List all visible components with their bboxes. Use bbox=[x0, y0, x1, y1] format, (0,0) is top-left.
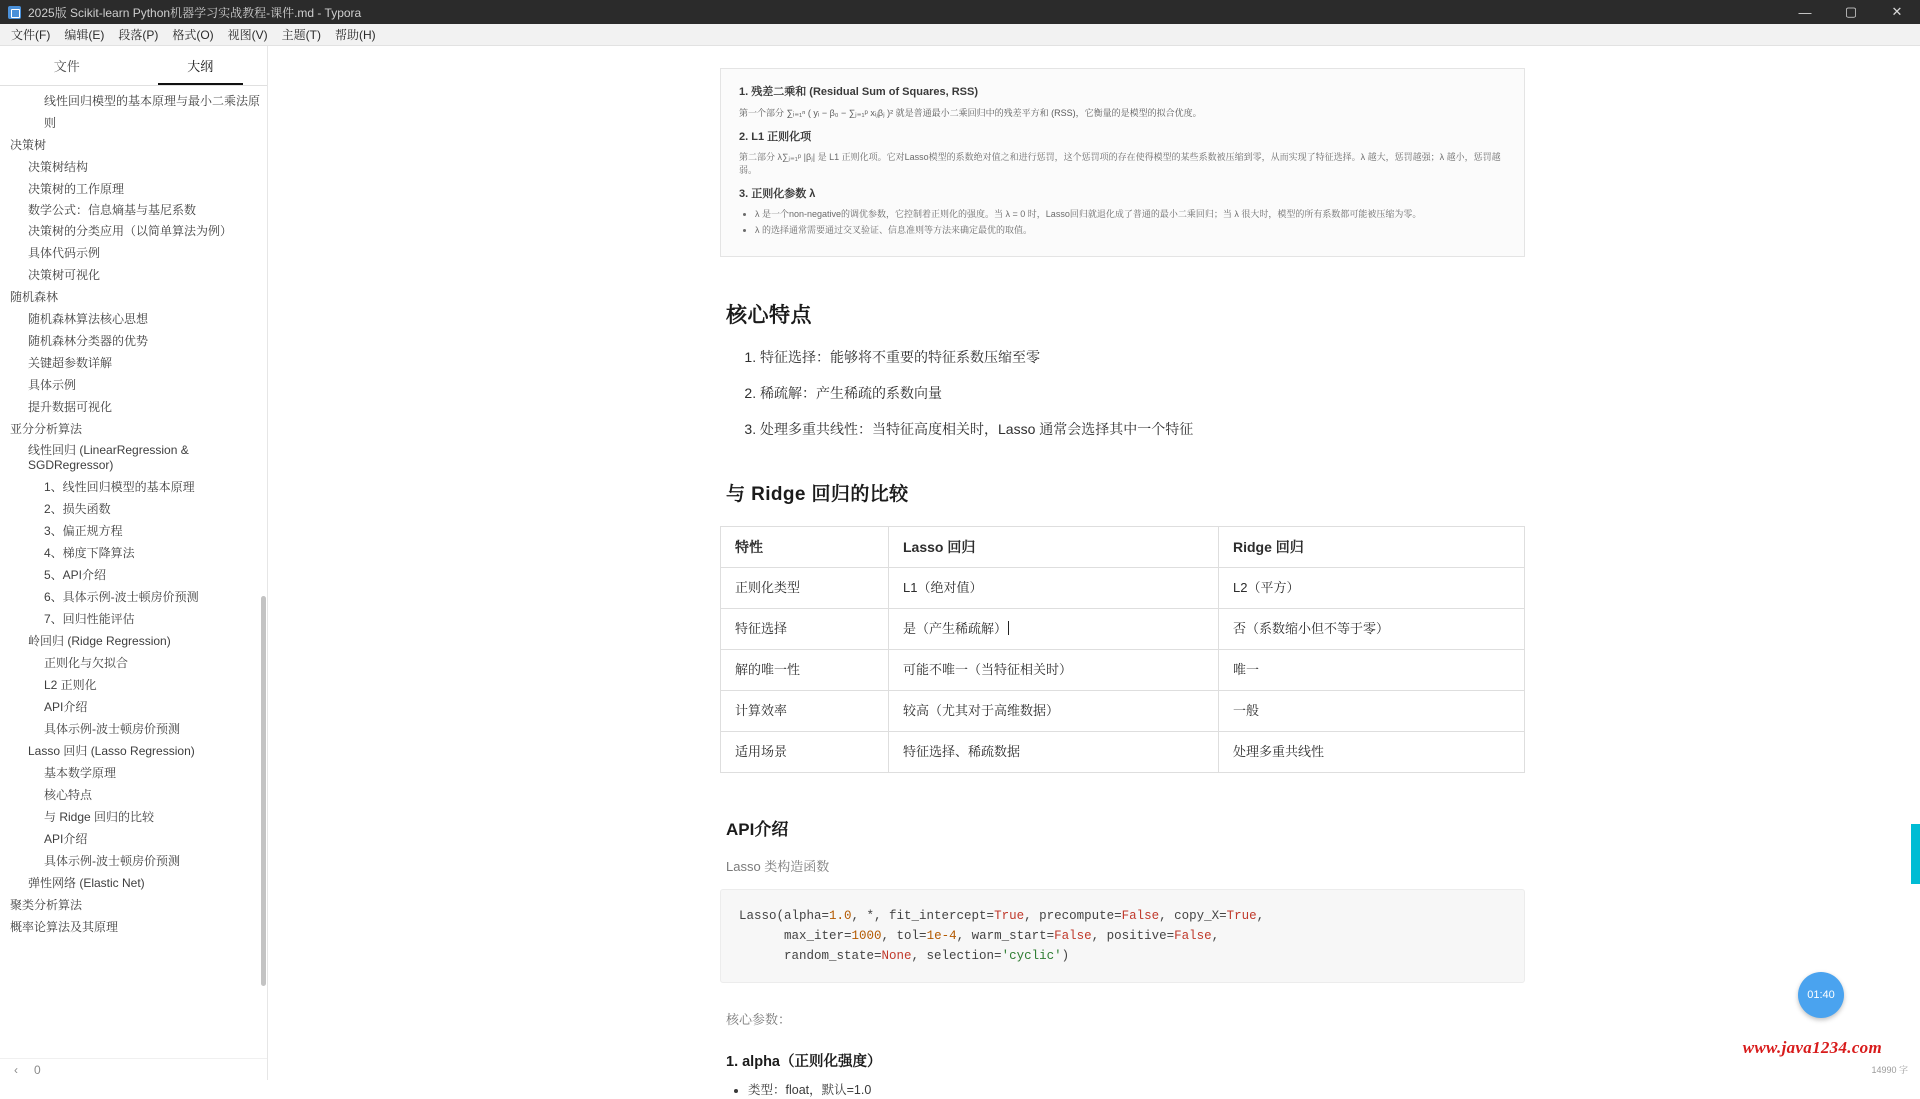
code-text: , tol= bbox=[881, 929, 927, 943]
table-cell[interactable]: 正则化类型 bbox=[721, 568, 889, 609]
outline-item[interactable]: 聚类分析算法 bbox=[10, 898, 83, 912]
menu-format[interactable]: 格式(O) bbox=[172, 27, 214, 42]
api-heading: API介绍 bbox=[726, 820, 789, 839]
collapse-sidebar-icon[interactable]: ‹ bbox=[14, 1062, 18, 1077]
text-cursor bbox=[1008, 621, 1009, 635]
outline-item[interactable]: 弹性网络 (Elastic Net) bbox=[28, 876, 145, 890]
code-text: , bbox=[1211, 929, 1220, 943]
table-cell[interactable]: 可能不唯一（当特征相关时） bbox=[889, 650, 1219, 691]
outline-item[interactable]: 随机森林分类器的优势 bbox=[28, 334, 149, 348]
code-text: , precompute= bbox=[1024, 909, 1122, 923]
outline-item[interactable]: 亚分分析算法 bbox=[10, 422, 83, 436]
outline-item[interactable]: 具体代码示例 bbox=[28, 246, 101, 260]
outline-item[interactable]: 随机森林算法核心思想 bbox=[28, 312, 149, 326]
code-text: , positive= bbox=[1091, 929, 1175, 943]
rss-heading: 1. 残差二乘和 (Residual Sum of Squares, RSS) bbox=[739, 86, 978, 98]
document-scrollbar-thumb[interactable] bbox=[1911, 824, 1920, 884]
table-cell[interactable]: 特征选择 bbox=[721, 609, 889, 650]
math-explanation-block bbox=[720, 68, 1525, 257]
table-cell[interactable]: L2（平方） bbox=[1219, 568, 1525, 609]
outline-item[interactable]: 核心特点 bbox=[44, 788, 93, 802]
menu-view[interactable]: 视图(V) bbox=[227, 27, 268, 42]
table-cell[interactable]: 计算效率 bbox=[721, 691, 889, 732]
lambda-heading: 3. 正则化参数 λ bbox=[739, 188, 816, 200]
table-cell[interactable]: 否（系数缩小但不等于零） bbox=[1219, 609, 1525, 650]
code-token-none: None bbox=[881, 949, 912, 963]
comparison-table bbox=[720, 526, 1525, 773]
menu-file[interactable]: 文件(F) bbox=[11, 27, 51, 42]
table-cell[interactable]: 唯一 bbox=[1219, 650, 1525, 691]
timer-badge[interactable]: 01:40 bbox=[1798, 972, 1844, 1018]
menu-edit[interactable]: 编辑(E) bbox=[64, 27, 105, 42]
param-bullet: • 类型：float，默认=1.0 bbox=[748, 1081, 1536, 1099]
core-features-heading: 核心特点 bbox=[726, 304, 812, 327]
outline-item[interactable]: 5、API介绍 bbox=[44, 568, 107, 582]
outline-item[interactable]: 1、线性回归模型的基本原理 bbox=[44, 480, 195, 494]
code-token-tol: 1e-4 bbox=[926, 929, 957, 943]
outline-panel[interactable] bbox=[0, 86, 267, 1058]
tab-outline[interactable]: 大纲 bbox=[134, 46, 268, 85]
document-scrollbar[interactable] bbox=[1911, 46, 1920, 1080]
table-cell[interactable]: 解的唯一性 bbox=[721, 650, 889, 691]
core-feature-item: 1. 特征选择：能够将不重要的特征系数压缩至零 bbox=[760, 347, 1536, 367]
outline-item[interactable]: 正则化与欠拟合 bbox=[44, 656, 129, 670]
outline-item[interactable]: 概率论算法及其原理 bbox=[10, 920, 119, 934]
rss-paragraph: 第一个部分 ∑ᵢ₌₁ⁿ ( yᵢ − β₀ − ∑ⱼ₌₁ᵖ xᵢⱼβⱼ )² 就是普通最小二乘回归中的残差平方和 (RSS)，它衡量的是模型的拟合优度。 bbox=[739, 108, 1202, 118]
table-cell[interactable]: 处理多重共线性 bbox=[1219, 732, 1525, 773]
code-text: ) bbox=[1061, 949, 1070, 963]
code-text: max_iter= bbox=[739, 929, 852, 943]
code-token-true2: True bbox=[1226, 909, 1257, 923]
code-token-false4: False bbox=[1174, 929, 1212, 943]
code-text: , warm_start= bbox=[956, 929, 1055, 943]
outline-item[interactable]: 则 bbox=[44, 116, 57, 130]
close-button[interactable]: ✕ bbox=[1891, 4, 1903, 19]
sidebar-footer bbox=[0, 1058, 267, 1080]
l1-paragraph: 第二部分 λ∑ⱼ₌₁ᵖ |βⱼ| 是 L1 正则化项。它对Lasso模型的系数绝对值之和进行惩罚，这个惩罚项的存在使得模型的某些系数被压缩到零，从而实现了特征选择。λ 越大，惩罚越强；λ 越小，惩罚越弱。 bbox=[739, 152, 1501, 175]
table-cell[interactable]: 适用场景 bbox=[721, 732, 889, 773]
table-cell[interactable]: 一般 bbox=[1219, 691, 1525, 732]
table-cell[interactable]: 特征选择、稀疏数据 bbox=[889, 732, 1219, 773]
outline-item[interactable]: 4、梯度下降算法 bbox=[44, 546, 135, 560]
outline-item[interactable]: 2、损失函数 bbox=[44, 502, 111, 516]
sidebar-tabs bbox=[0, 46, 267, 86]
outline-item[interactable]: 随机森林 bbox=[10, 290, 59, 304]
sidebar-scrollbar[interactable] bbox=[261, 126, 267, 1036]
table-row bbox=[721, 609, 1525, 650]
outline-item[interactable]: Lasso 回归 (Lasso Regression) bbox=[28, 744, 195, 758]
table-row bbox=[721, 691, 1525, 732]
core-feature-item: 2. 稀疏解：产生稀疏的系数向量 bbox=[760, 383, 1536, 403]
param-alpha-bullets bbox=[726, 1081, 1536, 1099]
watermark-text: www.java1234.com bbox=[1742, 1038, 1882, 1057]
outline-item[interactable]: 线性回归 (LinearRegression & SGDRegressor) bbox=[28, 443, 189, 472]
outline-item[interactable]: 具体示例 bbox=[28, 378, 77, 392]
code-token-false: False bbox=[1121, 909, 1160, 923]
outline-item[interactable]: API介绍 bbox=[44, 700, 88, 714]
code-text: , copy_X= bbox=[1159, 909, 1227, 923]
sidebar bbox=[0, 46, 268, 1080]
outline-item[interactable]: 6、具体示例-波士顿房价预测 bbox=[44, 590, 199, 604]
table-cell-with-caret[interactable] bbox=[889, 609, 1219, 650]
code-text: , bbox=[1256, 909, 1265, 923]
code-token-true: True bbox=[994, 909, 1025, 923]
table-header-cell: Lasso 回归 bbox=[889, 527, 1219, 568]
code-token-cyclic: 'cyclic' bbox=[1001, 949, 1062, 963]
maximize-button[interactable]: ▢ bbox=[1844, 4, 1858, 19]
minimize-button[interactable]: — bbox=[1798, 4, 1812, 20]
outline-item[interactable]: 数学公式：信息熵基与基尼系数 bbox=[28, 203, 197, 217]
app-body bbox=[0, 46, 1920, 1097]
table-row bbox=[721, 732, 1525, 773]
code-token-false3: False bbox=[1054, 929, 1092, 943]
table-row bbox=[721, 650, 1525, 691]
outline-item[interactable]: 决策树的工作原理 bbox=[28, 182, 125, 196]
menu-theme[interactable]: 主题(T) bbox=[281, 27, 321, 42]
api-description: Lasso 类构造函数 bbox=[726, 859, 830, 874]
outline-item[interactable]: L2 正则化 bbox=[44, 678, 97, 692]
lambda-bullet: • λ 是一个non-negative的调优参数，它控制着正则化的强度。当 λ = 0 时，Lasso回归就退化成了普通的最小二乘回归；当 λ 很大时，模型的所有系数都可能被压缩为零。 bbox=[755, 208, 1506, 221]
app-icon bbox=[8, 6, 21, 19]
code-block[interactable] bbox=[720, 889, 1525, 983]
outline-item[interactable]: 决策树可视化 bbox=[28, 268, 101, 282]
menu-bar bbox=[0, 24, 1920, 46]
outline-item[interactable]: 提升数据可视化 bbox=[28, 400, 113, 414]
title-bar bbox=[0, 0, 1920, 24]
table-cell-text: 是（产生稀疏解） bbox=[903, 621, 1008, 636]
l1-heading: 2. L1 正则化项 bbox=[739, 131, 812, 143]
table-row bbox=[721, 568, 1525, 609]
outline-item[interactable]: API介绍 bbox=[44, 832, 88, 846]
word-count-label: 14990 字 bbox=[1871, 1065, 1908, 1075]
code-token-alpha: 1.0 bbox=[829, 909, 852, 923]
document-content bbox=[726, 68, 1536, 1099]
comparison-heading: 与 Ridge 回归的比较 bbox=[726, 484, 909, 505]
outline-item[interactable]: 具体示例-波士顿房价预测 bbox=[44, 722, 180, 736]
code-text: , selection= bbox=[911, 949, 1002, 963]
outline-item[interactable]: 与 Ridge 回归的比较 bbox=[44, 810, 155, 824]
outline-item[interactable]: 关键超参数详解 bbox=[28, 356, 113, 370]
outline-item[interactable]: 决策树的分类应用（以简单算法为例） bbox=[28, 224, 233, 238]
window-title: 2025版 Scikit-learn Python机器学习实战教程-课件.md - Typora bbox=[28, 5, 362, 20]
param-alpha-heading: 1. alpha（正则化强度） bbox=[726, 1054, 882, 1070]
word-count-icon[interactable]: 0 bbox=[34, 1062, 41, 1077]
code-text: random_state= bbox=[739, 949, 882, 963]
lambda-bullets bbox=[739, 208, 1506, 237]
outline-item[interactable]: 基本数学原理 bbox=[44, 766, 117, 780]
menu-help[interactable]: 帮助(H) bbox=[334, 27, 376, 42]
lambda-bullet: • λ 的选择通常需要通过交叉验证、信息准则等方法来确定最优的取值。 bbox=[755, 224, 1506, 237]
sidebar-scrollbar-thumb[interactable] bbox=[261, 596, 266, 986]
menu-paragraph[interactable]: 段落(P) bbox=[118, 27, 159, 42]
outline-item[interactable]: 3、偏正规方程 bbox=[44, 524, 123, 538]
code-token-maxiter: 1000 bbox=[851, 929, 882, 943]
table-header-cell: 特性 bbox=[721, 527, 889, 568]
document-page bbox=[268, 46, 1920, 1097]
tab-files[interactable]: 文件 bbox=[53, 59, 80, 74]
outline-list bbox=[0, 90, 267, 938]
outline-item[interactable]: 决策树 bbox=[10, 138, 47, 152]
outline-item[interactable]: 决策树结构 bbox=[28, 160, 89, 174]
code-text: Lasso(alpha= bbox=[739, 909, 830, 923]
table-cell[interactable]: L1（绝对值） bbox=[889, 568, 1219, 609]
outline-item[interactable]: 岭回归 (Ridge Regression) bbox=[28, 634, 171, 648]
table-cell[interactable]: 较高（尤其对于高维数据） bbox=[889, 691, 1219, 732]
table-header-row bbox=[721, 527, 1525, 568]
core-features-list bbox=[726, 347, 1536, 439]
outline-item[interactable]: 具体示例-波士顿房价预测 bbox=[44, 854, 180, 868]
table-header-cell: Ridge 回归 bbox=[1219, 527, 1525, 568]
outline-item[interactable]: 线性回归模型的基本原理与最小二乘法原 bbox=[44, 94, 261, 108]
params-label: 核心参数： bbox=[726, 1012, 792, 1027]
window-controls bbox=[1782, 0, 1920, 24]
outline-item[interactable]: 7、回归性能评估 bbox=[44, 612, 135, 626]
core-feature-item: 3. 处理多重共线性：当特征高度相关时，Lasso 通常会选择其中一个特征 bbox=[760, 419, 1536, 439]
document-area[interactable] bbox=[268, 46, 1920, 1097]
code-text: , *, fit_intercept= bbox=[851, 909, 995, 923]
